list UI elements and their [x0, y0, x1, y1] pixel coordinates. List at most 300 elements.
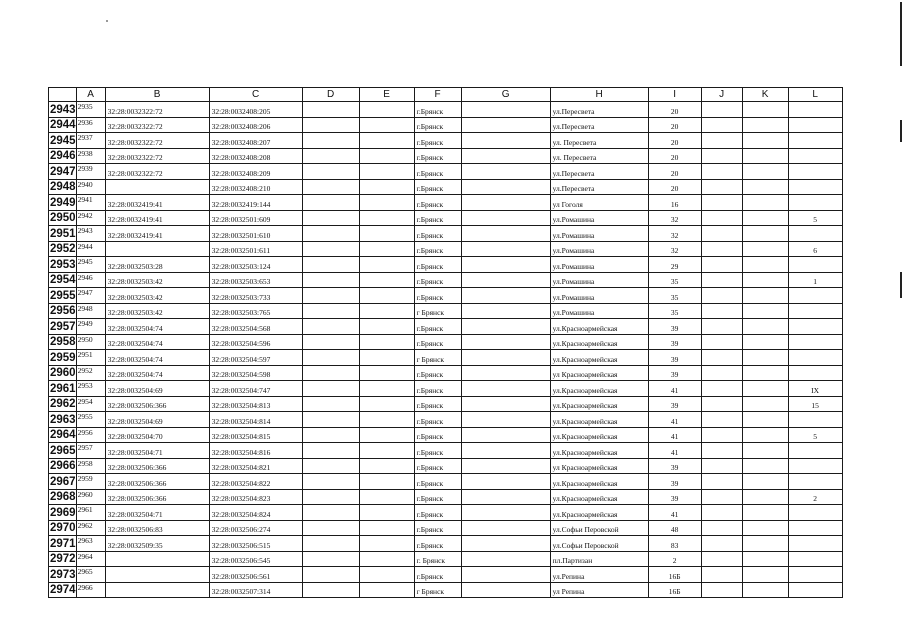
- cell-j[interactable]: [701, 536, 742, 552]
- cell-g[interactable]: [461, 582, 550, 598]
- row-number[interactable]: 2953: [50, 258, 76, 271]
- column-header-f[interactable]: F: [414, 88, 461, 102]
- cell-i[interactable]: 35: [648, 288, 701, 304]
- cell-a[interactable]: 2962: [76, 520, 105, 536]
- cell-c[interactable]: 32:28:0032408:205: [209, 102, 302, 118]
- column-header-b[interactable]: B: [105, 88, 209, 102]
- cell-i[interactable]: 32: [648, 210, 701, 226]
- row-number[interactable]: 2944: [50, 119, 76, 131]
- cell-h[interactable]: ул.Софьи Перовской: [550, 520, 648, 536]
- cell-l[interactable]: [788, 288, 842, 304]
- cell-e[interactable]: [359, 226, 414, 242]
- cell-g[interactable]: [461, 117, 550, 133]
- cell-a[interactable]: 2940: [76, 179, 105, 195]
- cell-a[interactable]: 2953: [76, 381, 105, 397]
- cell-k[interactable]: [742, 427, 788, 443]
- cell-g[interactable]: [461, 210, 550, 226]
- cell-i[interactable]: 20: [648, 102, 701, 118]
- cell-h[interactable]: ул.Ромашина: [550, 241, 648, 257]
- cell-f[interactable]: г.Брянск: [414, 210, 461, 226]
- cell-g[interactable]: [461, 133, 550, 149]
- cell-d[interactable]: [302, 551, 359, 567]
- cell-k[interactable]: [742, 319, 788, 335]
- cell-a[interactable]: 2935: [76, 102, 105, 118]
- cell-d[interactable]: [302, 195, 359, 211]
- cell-h[interactable]: ул.Красноармейская: [550, 505, 648, 521]
- cell-j[interactable]: [701, 288, 742, 304]
- cell-k[interactable]: [742, 412, 788, 428]
- cell-k[interactable]: [742, 210, 788, 226]
- cell-b[interactable]: 32:28:0032322:72: [105, 148, 209, 164]
- cell-j[interactable]: [701, 117, 742, 133]
- cell-g[interactable]: [461, 567, 550, 583]
- cell-e[interactable]: [359, 551, 414, 567]
- row-number[interactable]: 2968: [50, 491, 76, 503]
- cell-d[interactable]: [302, 257, 359, 273]
- cell-f[interactable]: г.Брянск: [414, 427, 461, 443]
- cell-f[interactable]: г Брянск: [414, 582, 461, 598]
- cell-j[interactable]: [701, 334, 742, 350]
- cell-i[interactable]: 83: [648, 536, 701, 552]
- cell-h[interactable]: ул.Красноармейская: [550, 427, 648, 443]
- column-header-l[interactable]: L: [788, 88, 842, 102]
- row-number[interactable]: 2960: [50, 367, 76, 379]
- row-number[interactable]: 2954: [50, 274, 76, 286]
- cell-i[interactable]: 41: [648, 505, 701, 521]
- cell-g[interactable]: [461, 334, 550, 350]
- cell-i[interactable]: 20: [648, 133, 701, 149]
- cell-d[interactable]: [302, 396, 359, 412]
- column-header-d[interactable]: D: [302, 88, 359, 102]
- cell-f[interactable]: г.Брянск: [414, 567, 461, 583]
- cell-i[interactable]: 2: [648, 551, 701, 567]
- cell-d[interactable]: [302, 443, 359, 459]
- column-header-i[interactable]: I: [648, 88, 701, 102]
- cell-i[interactable]: 39: [648, 319, 701, 335]
- cell-b[interactable]: 32:28:0032504:71: [105, 505, 209, 521]
- cell-d[interactable]: [302, 133, 359, 149]
- row-number[interactable]: 2973: [50, 568, 76, 581]
- cell-l[interactable]: 6: [788, 241, 842, 257]
- cell-j[interactable]: [701, 396, 742, 412]
- cell-i[interactable]: 20: [648, 148, 701, 164]
- cell-d[interactable]: [302, 520, 359, 536]
- row-number[interactable]: 2963: [50, 413, 76, 426]
- cell-a[interactable]: 2963: [76, 536, 105, 552]
- cell-l[interactable]: 15: [788, 396, 842, 412]
- cell-a[interactable]: 2956: [76, 427, 105, 443]
- cell-f[interactable]: г.Брянск: [414, 148, 461, 164]
- cell-c[interactable]: 32:28:0032408:209: [209, 164, 302, 180]
- cell-h[interactable]: ул.Софьи Перовской: [550, 536, 648, 552]
- cell-g[interactable]: [461, 458, 550, 474]
- cell-b[interactable]: [105, 582, 209, 598]
- cell-j[interactable]: [701, 443, 742, 459]
- cell-h[interactable]: ул.Пересвета: [550, 179, 648, 195]
- cell-d[interactable]: [302, 226, 359, 242]
- cell-l[interactable]: [788, 303, 842, 319]
- cell-k[interactable]: [742, 257, 788, 273]
- cell-e[interactable]: [359, 396, 414, 412]
- cell-e[interactable]: [359, 257, 414, 273]
- row-number[interactable]: 2958: [50, 336, 76, 348]
- cell-c[interactable]: 32:28:0032504:568: [209, 319, 302, 335]
- cell-g[interactable]: [461, 474, 550, 490]
- cell-j[interactable]: [701, 458, 742, 474]
- cell-c[interactable]: 32:28:0032504:815: [209, 427, 302, 443]
- cell-g[interactable]: [461, 489, 550, 505]
- cell-c[interactable]: 32:28:0032503:765: [209, 303, 302, 319]
- cell-a[interactable]: 2964: [76, 551, 105, 567]
- cell-f[interactable]: г.Брянск: [414, 365, 461, 381]
- cell-i[interactable]: 39: [648, 365, 701, 381]
- cell-c[interactable]: 32:28:0032504:597: [209, 350, 302, 366]
- cell-e[interactable]: [359, 195, 414, 211]
- cell-k[interactable]: [742, 133, 788, 149]
- cell-e[interactable]: [359, 458, 414, 474]
- cell-h[interactable]: ул.Красноармейская: [550, 443, 648, 459]
- cell-f[interactable]: г.Брянск: [414, 117, 461, 133]
- cell-k[interactable]: [742, 489, 788, 505]
- cell-j[interactable]: [701, 474, 742, 490]
- row-number[interactable]: 2966: [50, 460, 76, 472]
- cell-k[interactable]: [742, 520, 788, 536]
- cell-k[interactable]: [742, 117, 788, 133]
- cell-f[interactable]: г.Брянск: [414, 396, 461, 412]
- cell-e[interactable]: [359, 365, 414, 381]
- cell-f[interactable]: г.Брянск: [414, 257, 461, 273]
- cell-g[interactable]: [461, 164, 550, 180]
- cell-g[interactable]: [461, 350, 550, 366]
- cell-d[interactable]: [302, 412, 359, 428]
- cell-b[interactable]: 32:28:0032503:28: [105, 257, 209, 273]
- cell-i[interactable]: 39: [648, 396, 701, 412]
- cell-l[interactable]: IX: [788, 381, 842, 397]
- cell-i[interactable]: 39: [648, 458, 701, 474]
- cell-f[interactable]: г.Брянск: [414, 179, 461, 195]
- cell-j[interactable]: [701, 365, 742, 381]
- cell-b[interactable]: 32:28:0032504:74: [105, 319, 209, 335]
- cell-b[interactable]: [105, 567, 209, 583]
- cell-h[interactable]: ул Репина: [550, 582, 648, 598]
- row-number[interactable]: 2971: [50, 537, 76, 550]
- cell-c[interactable]: 32:28:0032408:208: [209, 148, 302, 164]
- column-header-j[interactable]: J: [701, 88, 742, 102]
- cell-d[interactable]: [302, 303, 359, 319]
- row-number[interactable]: 2946: [50, 150, 76, 162]
- cell-l[interactable]: [788, 148, 842, 164]
- cell-b[interactable]: 32:28:0032506:366: [105, 396, 209, 412]
- cell-h[interactable]: ул Гоголя: [550, 195, 648, 211]
- cell-j[interactable]: [701, 226, 742, 242]
- cell-h[interactable]: ул.Ромашина: [550, 288, 648, 304]
- cell-k[interactable]: [742, 458, 788, 474]
- cell-h[interactable]: ул.Ромашина: [550, 210, 648, 226]
- cell-f[interactable]: г.Брянск: [414, 319, 461, 335]
- cell-h[interactable]: ул.Ромашина: [550, 303, 648, 319]
- column-header-e[interactable]: E: [359, 88, 414, 102]
- cell-d[interactable]: [302, 179, 359, 195]
- cell-l[interactable]: [788, 536, 842, 552]
- cell-k[interactable]: [742, 365, 788, 381]
- cell-i[interactable]: 20: [648, 179, 701, 195]
- cell-i[interactable]: 41: [648, 412, 701, 428]
- row-number[interactable]: 2959: [50, 351, 76, 364]
- row-number[interactable]: 2945: [50, 134, 76, 147]
- cell-h[interactable]: ул. Пересвета: [550, 148, 648, 164]
- cell-l[interactable]: [788, 164, 842, 180]
- cell-c[interactable]: 32:28:0032504:598: [209, 365, 302, 381]
- cell-b[interactable]: 32:28:0032419:41: [105, 226, 209, 242]
- cell-j[interactable]: [701, 179, 742, 195]
- cell-l[interactable]: [788, 458, 842, 474]
- cell-l[interactable]: [788, 195, 842, 211]
- cell-k[interactable]: [742, 226, 788, 242]
- cell-l[interactable]: [788, 334, 842, 350]
- cell-a[interactable]: 2950: [76, 334, 105, 350]
- cell-a[interactable]: 2952: [76, 365, 105, 381]
- cell-b[interactable]: 32:28:0032503:42: [105, 272, 209, 288]
- cell-d[interactable]: [302, 288, 359, 304]
- cell-d[interactable]: [302, 458, 359, 474]
- cell-b[interactable]: 32:28:0032504:74: [105, 365, 209, 381]
- cell-g[interactable]: [461, 272, 550, 288]
- cell-j[interactable]: [701, 148, 742, 164]
- cell-c[interactable]: 32:28:0032504:813: [209, 396, 302, 412]
- cell-b[interactable]: 32:28:0032419:41: [105, 210, 209, 226]
- cell-e[interactable]: [359, 272, 414, 288]
- cell-j[interactable]: [701, 567, 742, 583]
- row-number[interactable]: 2964: [50, 429, 76, 441]
- cell-k[interactable]: [742, 102, 788, 118]
- cell-d[interactable]: [302, 210, 359, 226]
- cell-b[interactable]: 32:28:0032504:74: [105, 350, 209, 366]
- cell-e[interactable]: [359, 582, 414, 598]
- cell-l[interactable]: [788, 551, 842, 567]
- row-number[interactable]: 2957: [50, 320, 76, 333]
- cell-l[interactable]: [788, 102, 842, 118]
- cell-a[interactable]: 2942: [76, 210, 105, 226]
- cell-a[interactable]: 2947: [76, 288, 105, 304]
- cell-h[interactable]: ул.Ромашина: [550, 257, 648, 273]
- cell-b[interactable]: 32:28:0032322:72: [105, 102, 209, 118]
- cell-j[interactable]: [701, 551, 742, 567]
- cell-b[interactable]: 32:28:0032504:71: [105, 443, 209, 459]
- cell-e[interactable]: [359, 102, 414, 118]
- cell-a[interactable]: 2958: [76, 458, 105, 474]
- cell-k[interactable]: [742, 288, 788, 304]
- row-number[interactable]: 2970: [50, 522, 76, 534]
- cell-h[interactable]: ул.Красноармейская: [550, 334, 648, 350]
- row-number[interactable]: 2967: [50, 475, 76, 488]
- cell-h[interactable]: ул Красноармейская: [550, 365, 648, 381]
- cell-d[interactable]: [302, 381, 359, 397]
- cell-l[interactable]: [788, 412, 842, 428]
- row-number[interactable]: 2955: [50, 289, 76, 302]
- cell-k[interactable]: [742, 567, 788, 583]
- cell-h[interactable]: ул Красноармейская: [550, 458, 648, 474]
- cell-f[interactable]: г Брянск: [414, 303, 461, 319]
- cell-f[interactable]: г.Брянск: [414, 164, 461, 180]
- cell-j[interactable]: [701, 350, 742, 366]
- cell-f[interactable]: г Брянск: [414, 350, 461, 366]
- cell-i[interactable]: 32: [648, 241, 701, 257]
- cell-l[interactable]: [788, 474, 842, 490]
- cell-j[interactable]: [701, 210, 742, 226]
- row-number[interactable]: 2952: [50, 243, 76, 255]
- cell-l[interactable]: [788, 520, 842, 536]
- cell-f[interactable]: г.Брянск: [414, 334, 461, 350]
- cell-d[interactable]: [302, 241, 359, 257]
- cell-k[interactable]: [742, 148, 788, 164]
- cell-a[interactable]: 2941: [76, 195, 105, 211]
- cell-c[interactable]: 32:28:0032408:206: [209, 117, 302, 133]
- cell-a[interactable]: 2936: [76, 117, 105, 133]
- cell-f[interactable]: г.Брянск: [414, 536, 461, 552]
- cell-k[interactable]: [742, 551, 788, 567]
- cell-e[interactable]: [359, 334, 414, 350]
- cell-i[interactable]: 41: [648, 427, 701, 443]
- cell-i[interactable]: 16Б: [648, 582, 701, 598]
- cell-c[interactable]: 32:28:0032501:610: [209, 226, 302, 242]
- cell-e[interactable]: [359, 133, 414, 149]
- cell-f[interactable]: г.Брянск: [414, 505, 461, 521]
- column-header-c[interactable]: C: [209, 88, 302, 102]
- cell-f[interactable]: г.Брянск: [414, 520, 461, 536]
- row-number[interactable]: 2949: [50, 196, 76, 209]
- cell-g[interactable]: [461, 365, 550, 381]
- cell-h[interactable]: ул.Пересвета: [550, 164, 648, 180]
- cell-c[interactable]: 32:28:0032507:314: [209, 582, 302, 598]
- cell-f[interactable]: г.Брянск: [414, 458, 461, 474]
- cell-a[interactable]: 2960: [76, 489, 105, 505]
- cell-k[interactable]: [742, 303, 788, 319]
- cell-a[interactable]: 2945: [76, 257, 105, 273]
- cell-e[interactable]: [359, 474, 414, 490]
- cell-b[interactable]: 32:28:0032503:42: [105, 303, 209, 319]
- cell-i[interactable]: 39: [648, 350, 701, 366]
- cell-f[interactable]: г.Брянск: [414, 195, 461, 211]
- cell-h[interactable]: ул.Ромашина: [550, 226, 648, 242]
- cell-l[interactable]: 5: [788, 427, 842, 443]
- cell-f[interactable]: г.Брянск: [414, 272, 461, 288]
- cell-k[interactable]: [742, 164, 788, 180]
- cell-e[interactable]: [359, 288, 414, 304]
- cell-l[interactable]: [788, 443, 842, 459]
- cell-g[interactable]: [461, 520, 550, 536]
- cell-f[interactable]: г.Брянск: [414, 474, 461, 490]
- row-number[interactable]: 2974: [50, 584, 76, 596]
- cell-a[interactable]: 2944: [76, 241, 105, 257]
- cell-d[interactable]: [302, 164, 359, 180]
- cell-a[interactable]: 2966: [76, 582, 105, 598]
- cell-k[interactable]: [742, 505, 788, 521]
- cell-i[interactable]: 48: [648, 520, 701, 536]
- cell-d[interactable]: [302, 489, 359, 505]
- cell-e[interactable]: [359, 489, 414, 505]
- cell-d[interactable]: [302, 536, 359, 552]
- corner-cell[interactable]: [49, 88, 77, 102]
- cell-c[interactable]: 32:28:0032504:821: [209, 458, 302, 474]
- cell-d[interactable]: [302, 582, 359, 598]
- cell-f[interactable]: г.Брянск: [414, 443, 461, 459]
- cell-k[interactable]: [742, 396, 788, 412]
- cell-e[interactable]: [359, 427, 414, 443]
- column-header-k[interactable]: K: [742, 88, 788, 102]
- cell-a[interactable]: 2961: [76, 505, 105, 521]
- cell-h[interactable]: ул.Пересвета: [550, 102, 648, 118]
- cell-i[interactable]: 20: [648, 117, 701, 133]
- cell-e[interactable]: [359, 505, 414, 521]
- cell-g[interactable]: [461, 102, 550, 118]
- cell-k[interactable]: [742, 350, 788, 366]
- cell-h[interactable]: ул.Красноармейская: [550, 350, 648, 366]
- cell-j[interactable]: [701, 241, 742, 257]
- cell-l[interactable]: [788, 319, 842, 335]
- cell-e[interactable]: [359, 164, 414, 180]
- cell-i[interactable]: 39: [648, 334, 701, 350]
- cell-c[interactable]: 32:28:0032503:653: [209, 272, 302, 288]
- cell-f[interactable]: г.Брянск: [414, 133, 461, 149]
- cell-f[interactable]: г.Брянск: [414, 241, 461, 257]
- cell-e[interactable]: [359, 210, 414, 226]
- cell-a[interactable]: 2965: [76, 567, 105, 583]
- cell-j[interactable]: [701, 257, 742, 273]
- cell-i[interactable]: 16Б: [648, 567, 701, 583]
- cell-e[interactable]: [359, 319, 414, 335]
- cell-l[interactable]: [788, 133, 842, 149]
- cell-i[interactable]: 20: [648, 164, 701, 180]
- cell-b[interactable]: 32:28:0032322:72: [105, 164, 209, 180]
- cell-a[interactable]: 2943: [76, 226, 105, 242]
- cell-j[interactable]: [701, 272, 742, 288]
- cell-a[interactable]: 2955: [76, 412, 105, 428]
- cell-l[interactable]: [788, 567, 842, 583]
- cell-e[interactable]: [359, 148, 414, 164]
- cell-h[interactable]: ул.Пересвета: [550, 117, 648, 133]
- cell-l[interactable]: [788, 582, 842, 598]
- cell-l[interactable]: [788, 117, 842, 133]
- column-header-a[interactable]: A: [76, 88, 105, 102]
- cell-k[interactable]: [742, 179, 788, 195]
- cell-b[interactable]: 32:28:0032419:41: [105, 195, 209, 211]
- cell-g[interactable]: [461, 179, 550, 195]
- cell-b[interactable]: 32:28:0032506:366: [105, 489, 209, 505]
- cell-k[interactable]: [742, 536, 788, 552]
- cell-f[interactable]: г.Брянск: [414, 288, 461, 304]
- cell-b[interactable]: [105, 241, 209, 257]
- cell-a[interactable]: 2938: [76, 148, 105, 164]
- cell-g[interactable]: [461, 303, 550, 319]
- cell-c[interactable]: 32:28:0032501:611: [209, 241, 302, 257]
- cell-c[interactable]: 32:28:0032504:814: [209, 412, 302, 428]
- cell-f[interactable]: г.Брянск: [414, 381, 461, 397]
- row-number[interactable]: 2951: [50, 227, 76, 240]
- cell-f[interactable]: г.Брянск: [414, 102, 461, 118]
- cell-d[interactable]: [302, 567, 359, 583]
- cell-j[interactable]: [701, 319, 742, 335]
- cell-e[interactable]: [359, 443, 414, 459]
- cell-h[interactable]: ул.Красноармейская: [550, 489, 648, 505]
- cell-l[interactable]: 2: [788, 489, 842, 505]
- cell-e[interactable]: [359, 520, 414, 536]
- cell-c[interactable]: 32:28:0032408:207: [209, 133, 302, 149]
- cell-k[interactable]: [742, 334, 788, 350]
- cell-e[interactable]: [359, 412, 414, 428]
- cell-c[interactable]: 32:28:0032506:545: [209, 551, 302, 567]
- row-number[interactable]: 2943: [50, 103, 76, 116]
- cell-g[interactable]: [461, 288, 550, 304]
